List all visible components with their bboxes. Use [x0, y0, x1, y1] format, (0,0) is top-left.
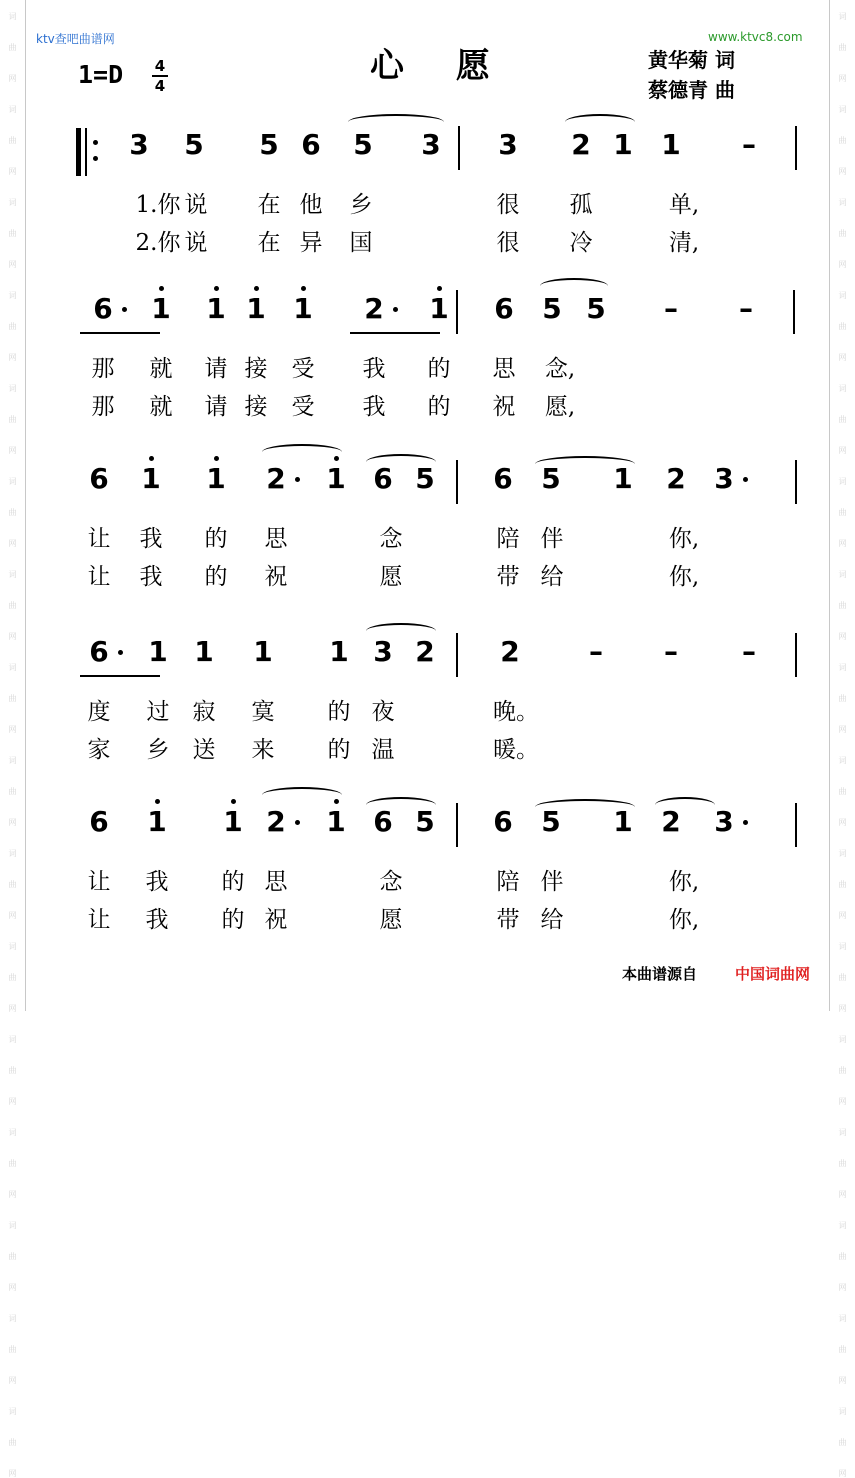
- watermark-char: 曲: [8, 973, 17, 982]
- watermark-char: 网: [8, 725, 17, 734]
- lyric-char: 很: [496, 230, 520, 256]
- watermark-char: 曲: [8, 601, 17, 610]
- jianpu-note: –: [664, 292, 678, 325]
- barline: [456, 290, 458, 334]
- jianpu-note: 6: [89, 462, 109, 495]
- watermark-char: 网: [8, 632, 17, 641]
- octave-high-dot: [231, 799, 236, 804]
- octave-high-dot: [159, 286, 164, 291]
- watermark-char: 曲: [8, 1066, 17, 1075]
- octave-high-dot: [149, 456, 154, 461]
- lyric-char: 过: [146, 699, 170, 725]
- watermark-char: 曲: [838, 1159, 847, 1168]
- left-watermark-strip: [0, 0, 26, 1478]
- watermark-char: 曲: [838, 601, 847, 610]
- watermark-char: 曲: [8, 322, 17, 331]
- watermark-char: 网: [838, 1283, 847, 1292]
- lyric-char: 2.你: [135, 230, 181, 256]
- jianpu-note: 6: [493, 805, 513, 838]
- jianpu-note: 1: [194, 635, 214, 668]
- watermark-char: 词: [838, 1128, 847, 1137]
- lyric-char: 暖。: [493, 737, 539, 763]
- jianpu-note: 6: [494, 292, 514, 325]
- watermark-char: 曲: [8, 1345, 17, 1354]
- watermark-char: 词: [8, 384, 17, 393]
- lyric-char: 我: [362, 356, 386, 382]
- jianpu-note: –: [742, 128, 756, 161]
- watermark-char: 曲: [838, 1252, 847, 1261]
- lyric-char: 带: [496, 564, 520, 590]
- watermark-char: 网: [838, 911, 847, 920]
- lyric-char: 我: [139, 564, 163, 590]
- watermark-char: 曲: [8, 136, 17, 145]
- lyric-char: 伴: [540, 869, 564, 895]
- slur: [535, 456, 635, 472]
- lyric-char: 那: [91, 356, 115, 382]
- jianpu-note: 6: [89, 635, 109, 668]
- jianpu-note: 1: [147, 805, 167, 838]
- repeat-barline-thick: [76, 128, 81, 176]
- beam-underline: [80, 332, 160, 334]
- watermark-char: 网: [838, 167, 847, 176]
- lyric-char: 陪: [496, 526, 520, 552]
- lyric-char: 你,: [668, 869, 700, 895]
- watermark-char: 曲: [838, 694, 847, 703]
- lyric-char: 温: [371, 737, 395, 763]
- watermark-char: 词: [838, 1221, 847, 1230]
- footer-source-label: 本曲谱源自: [622, 965, 698, 983]
- jianpu-note: 1: [223, 805, 243, 838]
- key-signature: 1=D: [78, 60, 124, 89]
- watermark-char: 词: [8, 570, 17, 579]
- jianpu-note: 5: [415, 462, 435, 495]
- jianpu-note: 2: [364, 292, 384, 325]
- jianpu-note: 3: [498, 128, 518, 161]
- time-signature-top: 4: [154, 57, 166, 75]
- lyric-char: 你,: [668, 526, 700, 552]
- slur: [366, 454, 436, 470]
- watermark-char: 网: [838, 539, 847, 548]
- watermark-char: 曲: [838, 787, 847, 796]
- jianpu-note: 1: [613, 462, 633, 495]
- jianpu-note: 5: [541, 805, 561, 838]
- watermark-char: 词: [8, 105, 17, 114]
- jianpu-note: 3: [421, 128, 441, 161]
- beam-underline: [350, 332, 440, 334]
- slur: [262, 787, 342, 803]
- watermark-char: 曲: [838, 973, 847, 982]
- jianpu-note: 6: [301, 128, 321, 161]
- jianpu-note: 5: [353, 128, 373, 161]
- watermark-char: 曲: [8, 880, 17, 889]
- watermark-char: 网: [8, 1004, 17, 1013]
- lyric-char: 很: [496, 192, 520, 218]
- jianpu-note: 5: [259, 128, 279, 161]
- jianpu-note: 1: [148, 635, 168, 668]
- lyric-char: 的: [427, 394, 451, 420]
- jianpu-note: 6: [93, 292, 113, 325]
- watermark-char: 网: [8, 1283, 17, 1292]
- slur: [348, 114, 444, 130]
- watermark-char: 词: [8, 12, 17, 21]
- watermark-char: 网: [838, 1097, 847, 1106]
- watermark-char: 词: [838, 384, 847, 393]
- jianpu-note: 2: [571, 128, 591, 161]
- watermark-char: 网: [8, 74, 17, 83]
- slur: [535, 799, 635, 815]
- watermark-char: 词: [8, 291, 17, 300]
- watermark-char: 词: [838, 1035, 847, 1044]
- lyric-char: 冷: [569, 230, 593, 256]
- watermark-char: 词: [8, 1314, 17, 1323]
- watermark-char: 网: [8, 353, 17, 362]
- lyric-char: 说: [184, 192, 208, 218]
- watermark-char: 网: [838, 446, 847, 455]
- lyric-char: 给: [540, 907, 564, 933]
- watermark-char: 曲: [838, 322, 847, 331]
- watermark-char: 网: [8, 911, 17, 920]
- lyric-char: 国: [349, 230, 373, 256]
- watermark-char: 网: [838, 632, 847, 641]
- lyric-char: 的: [327, 699, 351, 725]
- lyric-char: 孤: [569, 192, 593, 218]
- watermark-char: 曲: [838, 508, 847, 517]
- lyric-char: 异: [299, 230, 323, 256]
- lyric-char: 寞: [251, 699, 275, 725]
- composer-credit: 蔡德青 曲: [648, 78, 735, 102]
- watermark-char: 词: [838, 198, 847, 207]
- lyric-char: 祝: [264, 907, 288, 933]
- jianpu-note: 2: [266, 462, 286, 495]
- augmentation-dot: [393, 307, 398, 312]
- jianpu-note: 1: [206, 462, 226, 495]
- octave-high-dot: [214, 286, 219, 291]
- lyric-char: 你,: [668, 564, 700, 590]
- watermark-char: 词: [8, 477, 17, 486]
- watermark-char: 曲: [8, 1252, 17, 1261]
- jianpu-note: –: [664, 635, 678, 668]
- source-link-right[interactable]: www.ktvc8.com: [708, 30, 803, 44]
- song-title: 心 愿: [370, 46, 510, 86]
- watermark-char: 网: [838, 353, 847, 362]
- lyric-char: 晚。: [493, 699, 539, 725]
- watermark-char: 曲: [8, 694, 17, 703]
- jianpu-note: 2: [661, 805, 681, 838]
- jianpu-note: 5: [415, 805, 435, 838]
- right-watermark-strip: [829, 0, 855, 1478]
- watermark-char: 网: [8, 1097, 17, 1106]
- lyric-char: 带: [496, 907, 520, 933]
- watermark-char: 曲: [838, 1345, 847, 1354]
- watermark-char: 词: [8, 663, 17, 672]
- watermark-char: 词: [838, 105, 847, 114]
- watermark-char: 词: [838, 1407, 847, 1416]
- watermark-char: 曲: [838, 415, 847, 424]
- watermark-char: 词: [8, 1221, 17, 1230]
- lyric-char: 我: [139, 526, 163, 552]
- jianpu-note: 1: [429, 292, 449, 325]
- lyric-char: 受: [291, 356, 315, 382]
- time-signature-bottom: 4: [154, 77, 166, 95]
- watermark-char: 曲: [838, 880, 847, 889]
- octave-high-dot: [301, 286, 306, 291]
- barline: [795, 460, 797, 504]
- watermark-char: 网: [838, 260, 847, 269]
- source-link-left[interactable]: ktv查吧曲谱网: [36, 32, 115, 46]
- lyric-char: 在: [257, 230, 281, 256]
- watermark-char: 词: [8, 942, 17, 951]
- lyric-char: 我: [145, 869, 169, 895]
- lyric-char: 接: [244, 356, 268, 382]
- lyric-char: 思: [264, 526, 288, 552]
- watermark-char: 网: [838, 818, 847, 827]
- lyric-char: 思: [264, 869, 288, 895]
- lyric-char: 清,: [668, 230, 700, 256]
- lyric-char: 就: [149, 394, 173, 420]
- watermark-char: 网: [838, 1190, 847, 1199]
- lyric-char: 夜: [371, 699, 395, 725]
- lyric-char: 那: [91, 394, 115, 420]
- barline: [795, 126, 797, 170]
- lyric-char: 你,: [668, 907, 700, 933]
- watermark-char: 词: [838, 570, 847, 579]
- jianpu-note: 2: [266, 805, 286, 838]
- lyric-char: 我: [145, 907, 169, 933]
- repeat-dot: [93, 140, 98, 145]
- jianpu-note: 3: [714, 805, 734, 838]
- jianpu-note: 1: [246, 292, 266, 325]
- lyric-char: 念: [379, 869, 403, 895]
- lyric-char: 伴: [540, 526, 564, 552]
- watermark-char: 曲: [8, 415, 17, 424]
- augmentation-dot: [295, 477, 300, 482]
- lyric-char: 的: [221, 869, 245, 895]
- jianpu-note: 1: [151, 292, 171, 325]
- jianpu-note: 2: [666, 462, 686, 495]
- jianpu-note: 5: [586, 292, 606, 325]
- jianpu-note: 1: [326, 805, 346, 838]
- watermark-char: 曲: [8, 1159, 17, 1168]
- jianpu-note: 5: [541, 462, 561, 495]
- lyric-char: 送: [192, 737, 216, 763]
- watermark-char: 网: [8, 818, 17, 827]
- lyric-char: 接: [244, 394, 268, 420]
- slur: [565, 114, 635, 130]
- time-signature: [152, 58, 168, 94]
- jianpu-note: 2: [415, 635, 435, 668]
- barline: [795, 803, 797, 847]
- watermark-char: 词: [838, 12, 847, 21]
- barline: [456, 460, 458, 504]
- watermark-char: 网: [838, 1469, 847, 1478]
- lyric-char: 1.你: [135, 192, 181, 218]
- watermark-char: 词: [8, 1407, 17, 1416]
- watermark-char: 网: [8, 1469, 17, 1478]
- watermark-char: 词: [838, 477, 847, 486]
- jianpu-note: 6: [89, 805, 109, 838]
- watermark-char: 曲: [838, 229, 847, 238]
- watermark-char: 词: [838, 663, 847, 672]
- lyric-char: 的: [327, 737, 351, 763]
- beam-underline: [80, 675, 160, 677]
- octave-high-dot: [437, 286, 442, 291]
- watermark-char: 网: [8, 260, 17, 269]
- lyric-char: 在: [257, 192, 281, 218]
- lyric-char: 陪: [496, 869, 520, 895]
- lyric-char: 念,: [544, 356, 576, 382]
- lyric-char: 让: [87, 526, 111, 552]
- lyric-char: 愿,: [544, 394, 576, 420]
- jianpu-note: 1: [613, 805, 633, 838]
- jianpu-note: –: [739, 292, 753, 325]
- watermark-char: 曲: [838, 1066, 847, 1075]
- lyric-char: 他: [299, 192, 323, 218]
- lyric-char: 给: [540, 564, 564, 590]
- jianpu-note: 2: [500, 635, 520, 668]
- lyric-char: 寂: [192, 699, 216, 725]
- watermark-char: 网: [8, 1190, 17, 1199]
- slur: [262, 444, 342, 460]
- jianpu-note: 6: [373, 805, 393, 838]
- watermark-char: 曲: [8, 43, 17, 52]
- watermark-char: 网: [8, 167, 17, 176]
- watermark-char: 词: [838, 756, 847, 765]
- lyric-char: 乡: [146, 737, 170, 763]
- slur: [540, 278, 608, 294]
- repeat-barline-thin: [85, 128, 87, 176]
- lyric-char: 思: [492, 356, 516, 382]
- slur: [366, 797, 436, 813]
- repeat-dot: [93, 156, 98, 161]
- jianpu-note: 1: [253, 635, 273, 668]
- jianpu-note: 3: [129, 128, 149, 161]
- watermark-char: 词: [838, 942, 847, 951]
- watermark-char: 词: [8, 1035, 17, 1044]
- jianpu-note: 1: [141, 462, 161, 495]
- watermark-char: 词: [838, 1314, 847, 1323]
- lyric-char: 祝: [264, 564, 288, 590]
- jianpu-note: 6: [493, 462, 513, 495]
- lyric-char: 愿: [379, 564, 403, 590]
- lyric-char: 让: [87, 869, 111, 895]
- augmentation-dot: [743, 820, 748, 825]
- jianpu-note: –: [589, 635, 603, 668]
- footer-source-site[interactable]: 中国词曲网: [735, 965, 811, 983]
- jianpu-note: 6: [373, 462, 393, 495]
- jianpu-note: 5: [542, 292, 562, 325]
- lyric-char: 家: [87, 737, 111, 763]
- watermark-char: 网: [8, 1376, 17, 1385]
- lyric-char: 请: [204, 394, 228, 420]
- jianpu-note: 1: [613, 128, 633, 161]
- watermark-char: 曲: [838, 1438, 847, 1447]
- octave-high-dot: [254, 286, 259, 291]
- barline: [456, 803, 458, 847]
- lyric-char: 的: [204, 564, 228, 590]
- jianpu-note: –: [742, 635, 756, 668]
- lyric-char: 的: [204, 526, 228, 552]
- watermark-char: 网: [838, 1004, 847, 1013]
- lyric-char: 来: [251, 737, 275, 763]
- lyricist-credit: 黄华菊 词: [648, 48, 735, 72]
- lyric-char: 的: [221, 907, 245, 933]
- augmentation-dot: [295, 820, 300, 825]
- lyric-char: 单,: [668, 192, 700, 218]
- watermark-char: 词: [8, 1128, 17, 1137]
- jianpu-note: 3: [714, 462, 734, 495]
- lyric-char: 乡: [349, 192, 373, 218]
- watermark-char: 曲: [8, 229, 17, 238]
- augmentation-dot: [743, 477, 748, 482]
- barline: [795, 633, 797, 677]
- jianpu-note: 1: [293, 292, 313, 325]
- lyric-char: 的: [427, 356, 451, 382]
- lyric-char: 说: [184, 230, 208, 256]
- jianpu-note: 1: [661, 128, 681, 161]
- watermark-char: 网: [838, 1376, 847, 1385]
- watermark-char: 曲: [8, 508, 17, 517]
- augmentation-dot: [118, 650, 123, 655]
- watermark-char: 词: [8, 849, 17, 858]
- augmentation-dot: [122, 307, 127, 312]
- jianpu-note: 1: [206, 292, 226, 325]
- watermark-char: 曲: [838, 43, 847, 52]
- slur: [655, 797, 715, 813]
- lyric-char: 就: [149, 356, 173, 382]
- lyric-char: 让: [87, 564, 111, 590]
- slur: [366, 623, 436, 639]
- lyric-char: 度: [87, 699, 111, 725]
- lyric-char: 念: [379, 526, 403, 552]
- octave-high-dot: [155, 799, 160, 804]
- watermark-char: 词: [8, 198, 17, 207]
- barline: [456, 633, 458, 677]
- watermark-char: 词: [838, 849, 847, 858]
- lyric-char: 愿: [379, 907, 403, 933]
- lyric-char: 请: [204, 356, 228, 382]
- watermark-char: 词: [8, 756, 17, 765]
- watermark-char: 曲: [8, 1438, 17, 1447]
- watermark-char: 网: [8, 446, 17, 455]
- lyric-char: 我: [362, 394, 386, 420]
- jianpu-note: 1: [326, 462, 346, 495]
- jianpu-note: 5: [184, 128, 204, 161]
- barline: [793, 290, 795, 334]
- lyric-char: 受: [291, 394, 315, 420]
- watermark-char: 曲: [8, 787, 17, 796]
- watermark-char: 词: [838, 291, 847, 300]
- lyric-char: 让: [87, 907, 111, 933]
- barline: [458, 126, 460, 170]
- watermark-char: 网: [8, 539, 17, 548]
- watermark-char: 曲: [838, 136, 847, 145]
- watermark-char: 网: [838, 725, 847, 734]
- octave-high-dot: [214, 456, 219, 461]
- jianpu-note: 3: [373, 635, 393, 668]
- jianpu-note: 1: [329, 635, 349, 668]
- watermark-char: 网: [838, 74, 847, 83]
- lyric-char: 祝: [492, 394, 516, 420]
